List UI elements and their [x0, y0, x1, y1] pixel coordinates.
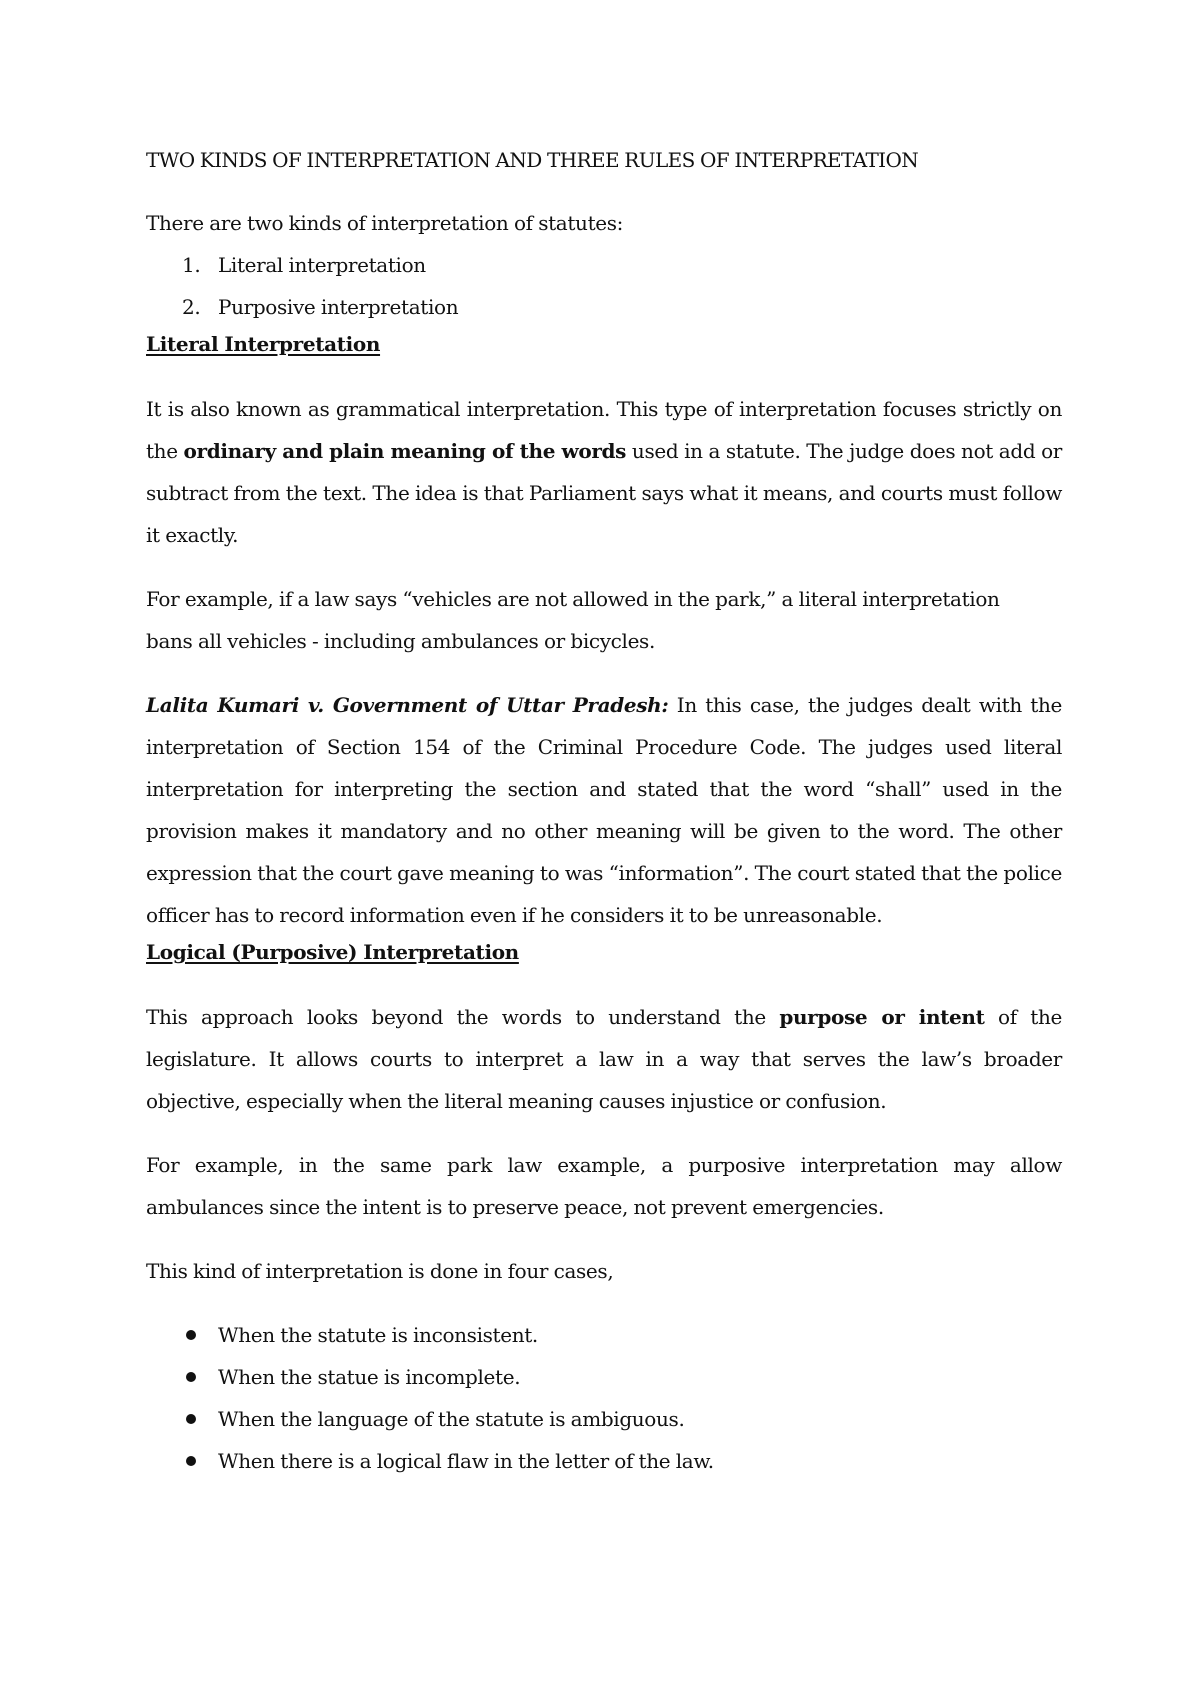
logical-text: of the legislature. It allows courts to interpret a law in a way that serves the law’s broader objective, especially when the literal meaning causes injustice or confusion. [146, 1005, 1062, 1113]
literal-example-line: For example, if a law says “vehicles are not allowed in the park,” a literal interpretation [146, 587, 1000, 611]
logical-text: This approach looks beyond the words to understand the [146, 1005, 780, 1029]
kinds-list [146, 244, 1062, 328]
list-item [146, 1314, 1062, 1356]
list-item-label: When the statute is inconsistent. [218, 1323, 538, 1347]
list-item [146, 286, 1062, 328]
logical-heading: Logical (Purposive) Interpretation [146, 940, 519, 964]
bullet-icon [186, 1414, 196, 1424]
list-number: 1. [182, 253, 201, 277]
literal-example-paragraph [146, 578, 1062, 662]
list-item [146, 1356, 1062, 1398]
list-item-label: Literal interpretation [218, 253, 426, 277]
bullet-icon [186, 1372, 196, 1382]
logical-example-paragraph: For example, in the same park law example, a purposive interpretation may allow ambulances since the intent is to preserve peace, not prevent emergencies. [146, 1153, 1062, 1219]
case-name: Lalita Kumari v. Government of Uttar Pradesh: [146, 693, 669, 717]
list-item-label: When the language of the statute is ambiguous. [218, 1407, 685, 1431]
bullet-icon [186, 1456, 196, 1466]
literal-heading: Literal Interpretation [146, 332, 381, 356]
list-item-label: Purposive interpretation [218, 295, 459, 319]
case-text: In this case, the judges dealt with the interpretation of Section 154 of the Criminal Procedure Code. The judges used literal interpretation for interpreting the section and stated that the word “shall” used in the provision makes it mandatory and no other meaning will be given to the word. The other expression that the court gave meaning to was “information”. The court stated that the police officer has to record information even if he considers it to be unreasonable. [146, 693, 1062, 927]
cases-intro-paragraph: This kind of interpretation is done in four cases, [146, 1259, 614, 1283]
literal-emphasis: ordinary and plain meaning of the words [183, 439, 627, 463]
cases-list [146, 1314, 1062, 1482]
list-item-label: When there is a logical flaw in the letter of the law. [218, 1449, 714, 1473]
list-item [146, 1398, 1062, 1440]
list-item [146, 244, 1062, 286]
intro-paragraph: There are two kinds of interpretation of statutes: [146, 211, 624, 235]
list-item [146, 1440, 1062, 1482]
logical-definition-paragraph [146, 996, 1062, 1122]
case-paragraph [146, 684, 1062, 936]
literal-text: used in a statute. The judge does not add or subtract from the text. The idea is that Parliament says what it means, and courts must follow it exactly. [146, 439, 1062, 547]
bullet-icon [186, 1330, 196, 1340]
list-number: 2. [182, 295, 201, 319]
literal-text: It is also known as grammatical interpretation. This type of interpretation focuses strictly on the [146, 397, 1062, 463]
logical-emphasis: purpose or intent [779, 1005, 985, 1029]
document-body [146, 144, 1062, 1482]
literal-definition-paragraph [146, 388, 1062, 556]
page-title: TWO KINDS OF INTERPRETATION AND THREE RULES OF INTERPRETATION [146, 148, 919, 172]
list-item-label: When the statue is incomplete. [218, 1365, 521, 1389]
literal-example-line: bans all vehicles - including ambulances or bicycles. [146, 629, 655, 653]
